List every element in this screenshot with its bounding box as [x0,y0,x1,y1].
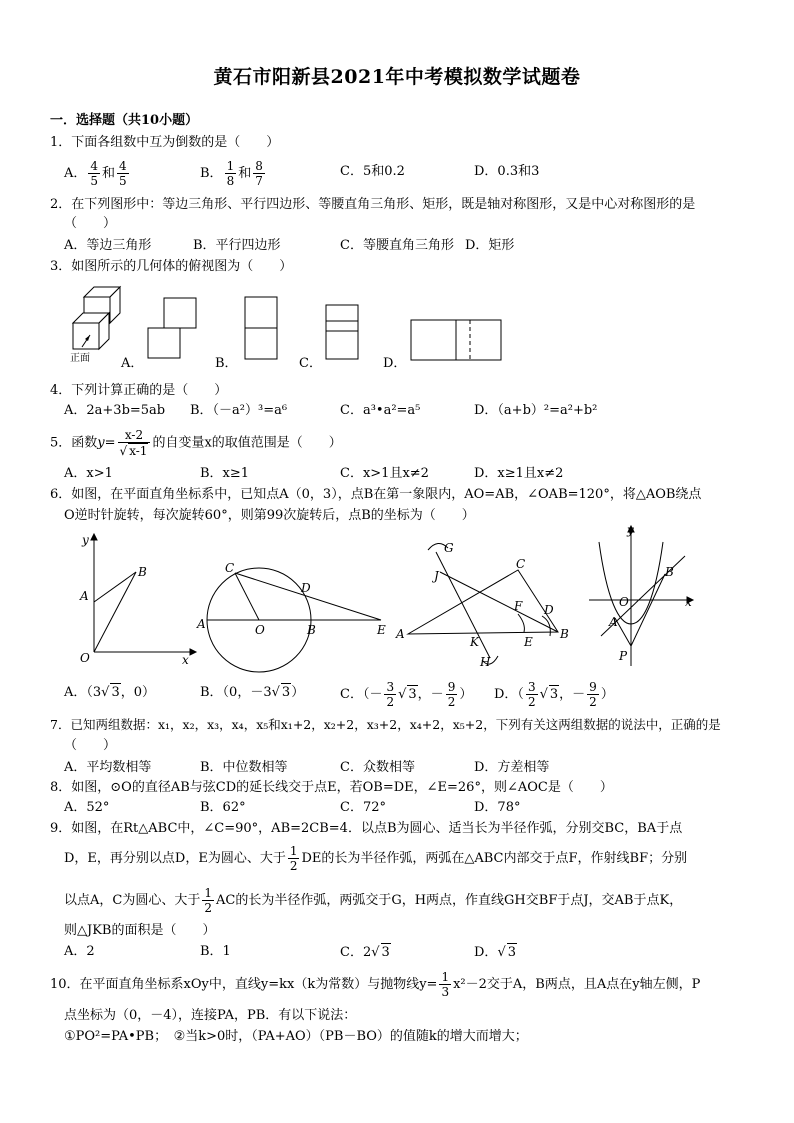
q10-line-2: 点坐标为（0，－4），连接PA，PB．有以下说法： [64,1008,357,1023]
q5-stem: 5．函数y= x-2 √ x-1 的自变量x的取值范围是（ ） [50,428,342,458]
q4-stem: 4．下列计算正确的是（ ） [50,383,228,398]
svg-text:B: B [665,565,674,579]
q7-option-c: C．众数相等 [340,760,415,775]
q10-line-3: ①PO²=PA•PB； ②当k>0时，（PA+AO）（PB－BO）的值随k的增大而增大； [64,1029,528,1044]
svg-text:E: E [377,623,386,637]
q3-option-d-label: D． [383,356,407,371]
q1-stem: 1．下面各组数中互为倒数的是（ ） [50,135,280,150]
q2-option-d: D．矩形 [465,238,515,253]
svg-text:A: A [197,617,206,631]
q8-stem: 8．如图，⊙O的直径AB与弦CD的延长线交于点E，若OB=DE，∠E=26°，则∠AOC是（ ） [50,780,613,795]
svg-text:H: H [480,655,491,669]
svg-text:O: O [80,651,90,665]
q6-option-d: D．（ $\frac{3}{2}$ √ 3，－ $\frac{9}{2}$ ） [494,680,614,709]
q8-option-c: C．72° [340,800,386,815]
q3-option-d-figure [410,319,502,361]
q10-line-1: 10．在平面直角坐标系xOy中，直线y=kx（k为常数）与抛物线y= $\frac{1}{3}$ x²－2交于A，B两点，且A点在y轴左侧，P [50,970,701,999]
svg-text:A: A [609,615,618,629]
q3-option-a-figure [146,296,186,360]
q9-option-c: C．2√ 3 [340,943,391,962]
svg-text:x: x [182,653,189,667]
q5-option-a: A．x>1 [64,466,113,481]
q3-option-b-figure [244,296,278,360]
q8-option-b: B．62° [200,800,246,815]
svg-text:D: D [301,581,311,595]
q6-option-a: A．（3√ 3，0） [64,683,155,702]
q1-option-c: C．5和0.2 [340,164,405,179]
q5-option-c: C．x>1且x≠2 [340,466,429,481]
svg-text:A: A [80,589,89,603]
q6-option-c: C．（－ $\frac{3}{2}$ √ 3，－ $\frac{9}{2}$ ） [340,680,472,709]
q6-figure [70,532,200,667]
q5-option-d: D．x≥1且x≠2 [474,466,564,481]
q7-option-d: D．方差相等 [474,760,550,775]
q9-figure [392,532,572,672]
q2-option-a: A．等边三角形 [64,238,152,253]
svg-text:B: B [138,565,147,579]
q2-stem: 2．在下列图形中：等边三角形、平行四边形、等腰直角三角形、矩形，既是轴对称图形，又是中心对称图形的是 [50,197,696,212]
svg-text:y: y [82,533,89,547]
q6-stem-cont: O逆时针旋转，每次旋转60°，则第99次旋转后，点B的坐标为（ ） [64,508,475,523]
q9-line-3: 以点A，C为圆心、大于 $\frac{1}{2}$ AC的长为半径作弧，两弧交于G，H两点，作直线GH交BF于点J，交AB于点K， [64,886,683,915]
q6-stem: 6．如图，在平面直角坐标系中，已知点A（0，3），点B在第一象限内，AO=AB，∠OAB=120°，将△AOB绕点 [50,487,702,502]
q2-stem-cont: （ ） [64,216,117,231]
svg-text:B: B [307,623,316,637]
svg-text:P: P [619,649,628,663]
svg-text:x: x [685,595,692,609]
q7-option-a: A．平均数相等 [64,760,152,775]
q9-line-2: D，E，再分别以点D，E为圆心、大于 $\frac{1}{2}$ DE的长为半径作弧，两弧在△ABC内部交于点F，作射线BF；分别 [64,844,688,873]
q8-option-d: D．78° [474,800,521,815]
q2-option-b: B．平行四边形 [193,238,281,253]
svg-text:K: K [470,635,479,649]
q9-stem: 9．如图，在Rt△ABC中，∠C=90°，AB=2CB=4．以点B为圆心、适当长为半径作弧，分别交BC，BA于点 [50,821,683,836]
q3-option-c-label: C． [299,356,322,371]
svg-text:C: C [516,557,526,571]
svg-text:F: F [514,599,523,613]
svg-text:D: D [544,603,554,617]
q1-option-a: A． $\frac{4}{5}$ 和 $\frac{4}{5}$ [64,159,127,188]
q8-option-a: A．52° [64,800,110,815]
q9-line-4: 则△JKB的面积是（ ） [64,923,216,938]
q4-option-c: C．a³•a²=a⁵ [340,403,421,418]
q4-option-d: D．（a+b）²=a²+b² [474,403,598,418]
q9-option-b: B．1 [200,944,231,959]
page-title: 黄石市阳新县2021年中考模拟数学试题卷 [213,66,581,88]
svg-text:E: E [524,635,533,649]
q10-figure [585,520,705,670]
svg-text:O: O [619,595,629,609]
section-heading: 一．选择题（共10小题） [50,113,199,128]
svg-text:y: y [627,523,634,537]
q6-option-b: B．（0，－3√ 3） [200,683,304,702]
q2-option-c: C．等腰直角三角形 [340,238,454,253]
q8-figure [195,556,395,672]
svg-text:A: A [396,627,405,641]
q3-option-a-label: A． [121,356,144,371]
q9-option-d: D．√ 3 [474,943,517,962]
q4-option-a: A．2a+3b=5ab [64,403,166,418]
q9-option-a: A．2 [64,944,95,959]
front-label: 正面 [70,353,90,364]
svg-text:G: G [444,541,454,555]
q4-option-b: B．（－a²）³=a⁶ [190,403,288,418]
svg-text:J: J [434,569,439,583]
q7-option-b: B．中位数相等 [200,760,288,775]
svg-text:C: C [225,561,235,575]
svg-text:B: B [560,627,569,641]
q1-option-d: D．0.3和3 [474,164,540,179]
q1-option-b: B． $\frac{1}{8}$ 和 $\frac{8}{7}$ [200,159,263,188]
q3-solid-figure [68,285,128,365]
svg-text:O: O [255,623,265,637]
q3-option-c-figure [325,304,359,360]
q7-stem-cont: （ ） [64,738,117,753]
q7-stem: 7．已知两组数据：x₁，x₂，x₃，x₄，x₅和x₁+2，x₂+2，x₃+2，x₄+2，x₅+2，下列有关这两组数据的说法中，正确的是 [50,717,721,732]
q5-option-b: B．x≥1 [200,466,250,481]
q3-stem: 3．如图所示的几何体的俯视图为（ ） [50,259,293,274]
q3-option-b-label: B． [215,356,238,371]
